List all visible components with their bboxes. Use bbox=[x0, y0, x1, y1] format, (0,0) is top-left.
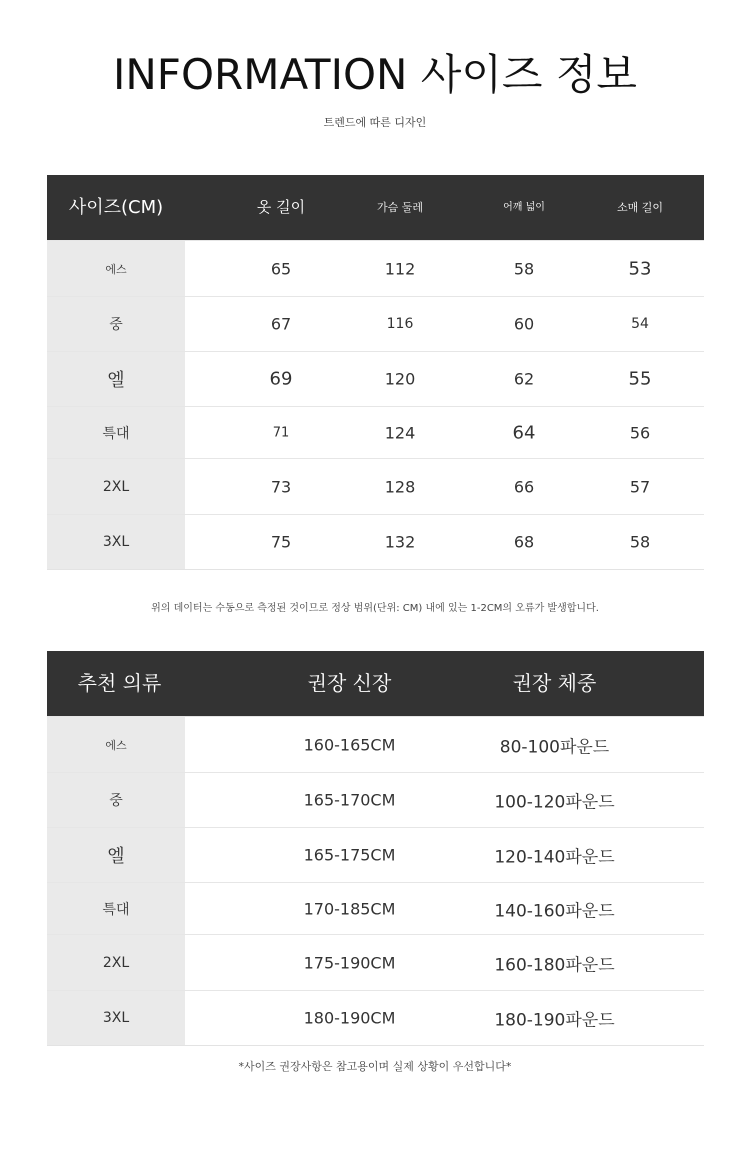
height-cell: 175-190CM bbox=[303, 953, 396, 972]
shoulder-cell: 64 bbox=[512, 422, 536, 443]
sleeve-cell: 54 bbox=[631, 316, 649, 332]
chest-cell: 120 bbox=[384, 369, 416, 389]
chest-cell: 128 bbox=[384, 477, 416, 496]
weight-cell: 180-190파운드 bbox=[494, 1010, 615, 1031]
header-weight: 권장 체중 bbox=[512, 671, 597, 695]
table-row bbox=[47, 882, 704, 934]
size-label: 에스 bbox=[47, 241, 185, 296]
size-table-header bbox=[47, 175, 704, 240]
size-table bbox=[47, 175, 704, 570]
chest-cell: 124 bbox=[384, 423, 416, 442]
table-row bbox=[47, 934, 704, 990]
page-subtitle: 트렌드에 따른 디자인 bbox=[323, 116, 427, 129]
table-row bbox=[47, 772, 704, 827]
length-cell: 75 bbox=[270, 532, 292, 552]
table-row bbox=[47, 514, 704, 569]
header-recommend: 추천 의류 bbox=[77, 671, 162, 695]
sleeve-cell: 57 bbox=[629, 477, 651, 496]
size-label: 2XL bbox=[47, 459, 185, 514]
length-cell: 71 bbox=[272, 425, 290, 440]
header-shoulder: 어깨 넓이 bbox=[503, 202, 545, 213]
sleeve-cell: 56 bbox=[629, 423, 651, 442]
page-title: INFORMATION 사이즈 정보 bbox=[113, 50, 637, 99]
weight-cell: 120-140파운드 bbox=[494, 847, 615, 868]
shoulder-cell: 60 bbox=[513, 314, 535, 334]
sleeve-cell: 53 bbox=[628, 258, 652, 279]
shoulder-cell: 66 bbox=[513, 477, 535, 496]
length-cell: 69 bbox=[269, 368, 293, 390]
weight-cell: 140-160파운드 bbox=[494, 901, 615, 921]
height-cell: 165-175CM bbox=[303, 845, 396, 865]
size-label: 2XL bbox=[47, 935, 185, 990]
header-length: 옷 길이 bbox=[256, 198, 306, 216]
recommend-table-header bbox=[47, 651, 704, 716]
size-label: 3XL bbox=[47, 515, 185, 569]
weight-cell: 160-180파운드 bbox=[494, 955, 615, 975]
shoulder-cell: 68 bbox=[513, 532, 535, 552]
measurement-note: 위의 데이터는 수동으로 측정된 것이므로 정상 범위(단위: CM) 내에 있는 1-2CM의 오류가 발생합니다. bbox=[151, 603, 599, 614]
table-row bbox=[47, 351, 704, 406]
recommendation-note: *사이즈 권장사항은 참고용이며 실제 상황이 우선합니다* bbox=[238, 1060, 512, 1073]
height-cell: 170-185CM bbox=[303, 899, 396, 918]
table-row bbox=[47, 406, 704, 458]
table-row bbox=[47, 716, 704, 772]
shoulder-cell: 58 bbox=[513, 259, 535, 278]
weight-cell: 100-120파운드 bbox=[494, 792, 615, 813]
table-row bbox=[47, 990, 704, 1045]
height-cell: 160-165CM bbox=[303, 735, 396, 754]
height-cell: 180-190CM bbox=[303, 1008, 396, 1028]
length-cell: 67 bbox=[270, 314, 292, 334]
table-row bbox=[47, 296, 704, 351]
size-label: 에스 bbox=[47, 717, 185, 772]
header-height: 권장 신장 bbox=[307, 671, 392, 695]
size-label: 중 bbox=[47, 773, 185, 827]
size-label: 중 bbox=[47, 297, 185, 351]
size-label: 특대 bbox=[47, 883, 185, 934]
length-cell: 73 bbox=[270, 477, 292, 496]
table-row bbox=[47, 458, 704, 514]
table-row bbox=[47, 240, 704, 296]
table-row bbox=[47, 827, 704, 882]
size-label: 특대 bbox=[47, 407, 185, 458]
header-size-cm: 사이즈(CM) bbox=[68, 197, 164, 218]
header-chest: 가슴 둘레 bbox=[376, 201, 423, 214]
chest-cell: 116 bbox=[386, 316, 414, 332]
chest-cell: 132 bbox=[384, 532, 416, 552]
weight-cell: 80-100파운드 bbox=[499, 737, 610, 757]
size-label: 엘 bbox=[47, 828, 185, 882]
chest-cell: 112 bbox=[384, 259, 416, 278]
size-label: 엘 bbox=[47, 352, 185, 406]
size-label: 3XL bbox=[47, 991, 185, 1045]
length-cell: 65 bbox=[270, 259, 292, 278]
header-sleeve: 소매 길이 bbox=[616, 201, 663, 214]
sleeve-cell: 55 bbox=[628, 368, 652, 390]
height-cell: 165-170CM bbox=[303, 790, 396, 810]
shoulder-cell: 62 bbox=[513, 369, 535, 389]
recommend-table bbox=[47, 651, 704, 1046]
sleeve-cell: 58 bbox=[629, 532, 651, 552]
